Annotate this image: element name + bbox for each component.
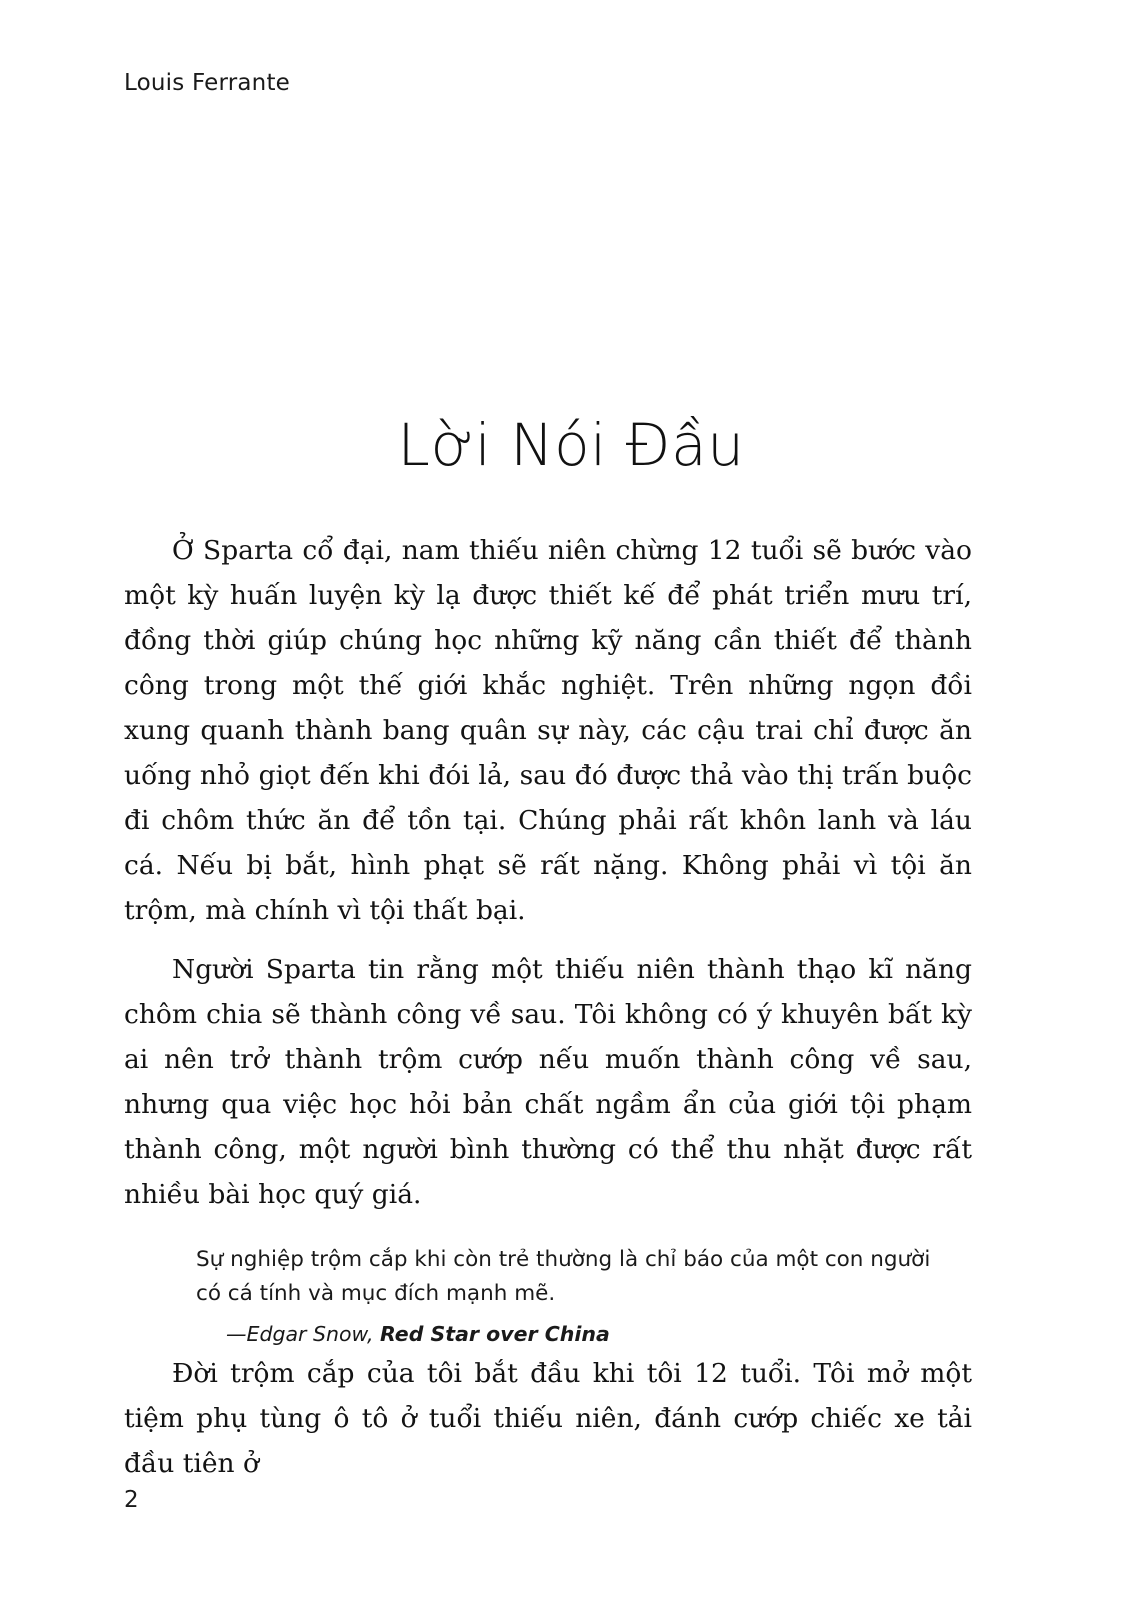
paragraph-2: Người Sparta tin rằng một thiếu niên thành thạo kĩ năng chôm chia sẽ thành công về sau. Tôi không có ý khuyên bất kỳ ai nên trở thành trộm cướp nếu muốn thành công về sau, nhưng qua việc học hỏi bản chất ngầm ẩn của giới tội phạm thành công, một người bình thường có thể thu nhặt được rất nhiều bài học quý giá. <box>124 954 972 1210</box>
body-text <box>124 528 972 1488</box>
page-number: 2 <box>124 1487 139 1513</box>
quote-author: —Edgar Snow, <box>226 1322 381 1346</box>
paragraph-1: Ở Sparta cổ đại, nam thiếu niên chừng 12 tuổi sẽ bước vào một kỳ huấn luyện kỳ lạ được thiết kế để phát triển mưu trí, đồng thời giúp chúng học những kỹ năng cần thiết để thành công trong một thế giới khắc nghiệt. Trên những ngọn đồi xung quanh thành bang quân sự này, các cậu trai chỉ được ăn uống nhỏ giọt đến khi đói lả, sau đó được thả vào thị trấn buộc đi chôm thức ăn để tồn tại. Chúng phải rất khôn lanh và láu cá. Nếu bị bắt, hình phạt sẽ rất nặng. Không phải vì tội ăn trộm, mà chính vì tội thất bại. <box>124 535 972 926</box>
running-head: Louis Ferrante <box>124 70 291 96</box>
paragraph-3: Đời trộm cắp của tôi bắt đầu khi tôi 12 tuổi. Tôi mở một tiệm phụ tùng ô tô ở tuổi thiếu niên, đánh cướp chiếc xe tải đầu tiên ở <box>124 1358 972 1479</box>
quote-attribution <box>226 1317 936 1351</box>
pull-quote <box>196 1243 936 1351</box>
quote-text: Sự nghiệp trộm cắp khi còn trẻ thường là chỉ báo của một con người có cá tính và mục đích mạnh mẽ. <box>196 1247 931 1306</box>
page-title: Lời Nói Đầu <box>397 410 745 479</box>
quote-work-title: Red Star over China <box>380 1322 610 1346</box>
